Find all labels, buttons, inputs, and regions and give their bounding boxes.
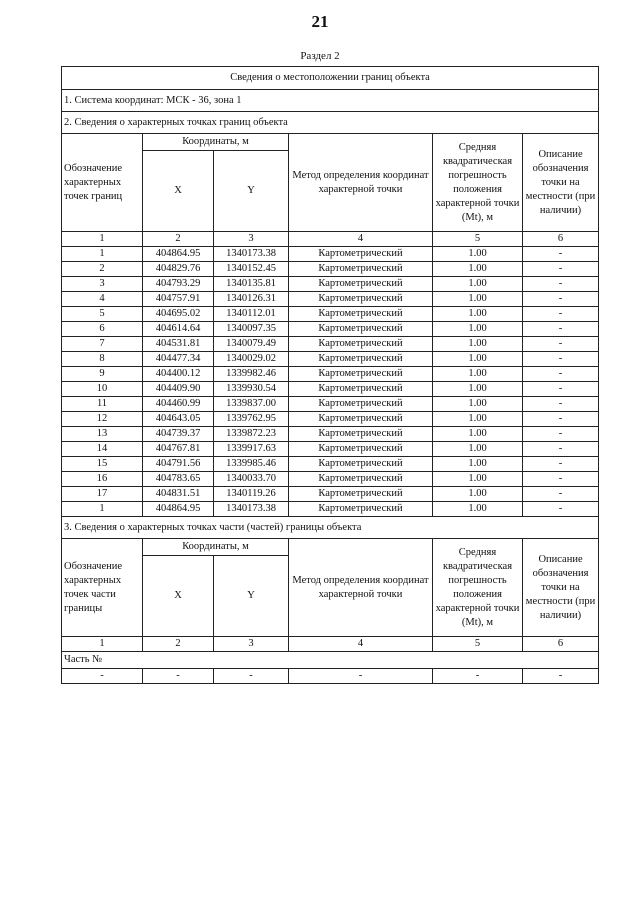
table-cell: 1.00 (433, 277, 523, 292)
table-cell: 404477.34 (143, 352, 214, 367)
table-row (62, 337, 599, 352)
table-cell: 1.00 (433, 397, 523, 412)
table-cell: 9 (62, 367, 143, 382)
table-row (62, 277, 599, 292)
table-cell: 1340119.26 (214, 487, 289, 502)
table-cell: 1.00 (433, 352, 523, 367)
column-number: 2 (143, 232, 214, 247)
column-number: 1 (62, 232, 143, 247)
table-cell: - (523, 307, 599, 322)
table-row (62, 307, 599, 322)
table-cell: 1.00 (433, 337, 523, 352)
table-cell: Картометрический (289, 412, 433, 427)
table-cell: 1.00 (433, 472, 523, 487)
table-cell: 4 (62, 292, 143, 307)
table-cell: 1.00 (433, 427, 523, 442)
table-row (62, 487, 599, 502)
table-cell: 1340029.02 (214, 352, 289, 367)
table-cell: 404739.37 (143, 427, 214, 442)
table-cell: - (214, 669, 289, 684)
table-cell: 1.00 (433, 307, 523, 322)
page-number: 21 (311, 12, 329, 31)
points-body (62, 247, 599, 517)
table-cell: 1340152.45 (214, 262, 289, 277)
table-cell: Картометрический (289, 472, 433, 487)
table-cell: 10 (62, 382, 143, 397)
error-header: Средняя квадратическая погрешность положения характерной точки (Mt), м (433, 134, 523, 232)
table-cell: Картометрический (289, 277, 433, 292)
method-header: Метод определения координат характерной точки (289, 134, 433, 232)
table-cell: 1340079.49 (214, 337, 289, 352)
coord-system: 1. Система координат: МСК - 36, зона 1 (62, 90, 599, 112)
column-number: 6 (523, 637, 599, 652)
table-cell: 1.00 (433, 457, 523, 472)
table-cell: 1339837.00 (214, 397, 289, 412)
table-cell: 1340097.35 (214, 322, 289, 337)
designation-header: Обозначение характерных точек границ (62, 134, 143, 232)
table-cell: 1340173.38 (214, 247, 289, 262)
table-cell: 1.00 (433, 322, 523, 337)
part-label: Часть № (62, 652, 599, 669)
table-cell: 1339930.54 (214, 382, 289, 397)
table-cell: 404791.56 (143, 457, 214, 472)
table-cell: 404409.90 (143, 382, 214, 397)
table-cell: - (143, 669, 214, 684)
table-cell: - (523, 412, 599, 427)
part-designation-header: Обозначение характерных точек части границы (62, 539, 143, 637)
table-cell: Картометрический (289, 337, 433, 352)
table-cell: 1.00 (433, 382, 523, 397)
table-cell: 404643.05 (143, 412, 214, 427)
table-row (62, 442, 599, 457)
table-cell: Картометрический (289, 307, 433, 322)
part-x-header: X (143, 556, 214, 637)
table-cell: 1.00 (433, 502, 523, 517)
part-method-header: Метод определения координат характерной точки (289, 539, 433, 637)
table-cell: 8 (62, 352, 143, 367)
table-cell: Картометрический (289, 487, 433, 502)
table-cell: - (289, 669, 433, 684)
section-label: Раздел 2 (300, 50, 340, 62)
table-cell: 1.00 (433, 262, 523, 277)
column-numbers-row (62, 232, 599, 247)
table-row (62, 367, 599, 382)
y-header: Y (214, 151, 289, 232)
table-cell: 1.00 (433, 442, 523, 457)
table-row (62, 412, 599, 427)
table-cell: - (523, 262, 599, 277)
table-cell: 1.00 (433, 247, 523, 262)
table-cell: 404829.76 (143, 262, 214, 277)
table-row (62, 262, 599, 277)
part-y-header: Y (214, 556, 289, 637)
table-cell: 1340135.81 (214, 277, 289, 292)
table-cell: - (433, 669, 523, 684)
table-cell: 404460.99 (143, 397, 214, 412)
table-row (62, 397, 599, 412)
table-cell: 1.00 (433, 367, 523, 382)
table-cell: - (523, 457, 599, 472)
table-cell: 404831.51 (143, 487, 214, 502)
table-cell: 11 (62, 397, 143, 412)
table-cell: Картометрический (289, 382, 433, 397)
table-cell: 12 (62, 412, 143, 427)
column-number: 6 (523, 232, 599, 247)
table-cell: 14 (62, 442, 143, 457)
table-cell: 1340112.01 (214, 307, 289, 322)
table-row (62, 292, 599, 307)
table-cell: - (523, 472, 599, 487)
table-cell: 404767.81 (143, 442, 214, 457)
table-cell: - (523, 367, 599, 382)
table-cell: - (523, 247, 599, 262)
table-cell: 1339985.46 (214, 457, 289, 472)
table-cell: 404400.12 (143, 367, 214, 382)
table-cell: 1.00 (433, 412, 523, 427)
table-cell: 1 (62, 247, 143, 262)
table-cell: - (62, 669, 143, 684)
column-number: 5 (433, 232, 523, 247)
table-cell: 1340173.38 (214, 502, 289, 517)
table-cell: - (523, 487, 599, 502)
table-cell: 5 (62, 307, 143, 322)
table-cell: 1340033.70 (214, 472, 289, 487)
part-column-numbers-row (62, 637, 599, 652)
part-coords-header: Координаты, м (143, 539, 289, 556)
table-cell: 2 (62, 262, 143, 277)
table-cell: 1.00 (433, 487, 523, 502)
table-cell: 7 (62, 337, 143, 352)
table-cell: 1.00 (433, 292, 523, 307)
table-cell: 1340126.31 (214, 292, 289, 307)
table-cell: - (523, 502, 599, 517)
table-cell: 1 (62, 502, 143, 517)
table-cell: 404793.29 (143, 277, 214, 292)
table-cell: 17 (62, 487, 143, 502)
table-cell: 3 (62, 277, 143, 292)
part-error-header: Средняя квадратическая погрешность положения характерной точки (Mt), м (433, 539, 523, 637)
part-description-header: Описание обозначения точки на местности (при наличии) (523, 539, 599, 637)
column-number: 3 (214, 232, 289, 247)
table-cell: Картометрический (289, 367, 433, 382)
part-empty-row (62, 669, 599, 684)
table-cell: - (523, 397, 599, 412)
table-cell: 6 (62, 322, 143, 337)
table-cell: - (523, 337, 599, 352)
table-row (62, 382, 599, 397)
x-header: X (143, 151, 214, 232)
column-number: 1 (62, 637, 143, 652)
table-cell: - (523, 352, 599, 367)
table-cell: 1339762.95 (214, 412, 289, 427)
table-cell: Картометрический (289, 262, 433, 277)
table-row (62, 472, 599, 487)
table-row (62, 322, 599, 337)
table-row (62, 502, 599, 517)
table-cell: - (523, 277, 599, 292)
table-row (62, 247, 599, 262)
boundary-table (61, 66, 599, 684)
table-cell: Картометрический (289, 292, 433, 307)
section2-title: 2. Сведения о характерных точках границ объекта (62, 112, 599, 134)
table-cell: 15 (62, 457, 143, 472)
table-cell: - (523, 322, 599, 337)
table-row (62, 352, 599, 367)
table-cell: - (523, 382, 599, 397)
column-number: 5 (433, 637, 523, 652)
coords-header: Координаты, м (143, 134, 289, 151)
table-cell: Картометрический (289, 247, 433, 262)
table-cell: 404864.95 (143, 502, 214, 517)
table-cell: Картометрический (289, 427, 433, 442)
table-cell: - (523, 427, 599, 442)
table-cell: Картометрический (289, 502, 433, 517)
table-cell: 404757.91 (143, 292, 214, 307)
table-cell: 404614.64 (143, 322, 214, 337)
description-header: Описание обозначения точки на местности (при наличии) (523, 134, 599, 232)
table-cell: 404864.95 (143, 247, 214, 262)
table-cell: - (523, 669, 599, 684)
table-cell: 16 (62, 472, 143, 487)
table-cell: 1339982.46 (214, 367, 289, 382)
table-cell: 1339872.23 (214, 427, 289, 442)
table-cell: 404531.81 (143, 337, 214, 352)
table-cell: - (523, 292, 599, 307)
table-cell: - (523, 442, 599, 457)
column-number: 4 (289, 232, 433, 247)
column-number: 2 (143, 637, 214, 652)
column-number: 4 (289, 637, 433, 652)
table-cell: Картометрический (289, 442, 433, 457)
table-cell: Картометрический (289, 457, 433, 472)
table-row (62, 457, 599, 472)
table-cell: 404783.65 (143, 472, 214, 487)
section3-title: 3. Сведения о характерных точках части (частей) границы объекта (62, 517, 599, 539)
table-title: Сведения о местоположении границ объекта (62, 67, 599, 90)
table-cell: 404695.02 (143, 307, 214, 322)
column-number: 3 (214, 637, 289, 652)
table-cell: Картометрический (289, 397, 433, 412)
table-cell: Картометрический (289, 352, 433, 367)
table-cell: 1339917.63 (214, 442, 289, 457)
table-cell: Картометрический (289, 322, 433, 337)
table-cell: 13 (62, 427, 143, 442)
table-row (62, 427, 599, 442)
